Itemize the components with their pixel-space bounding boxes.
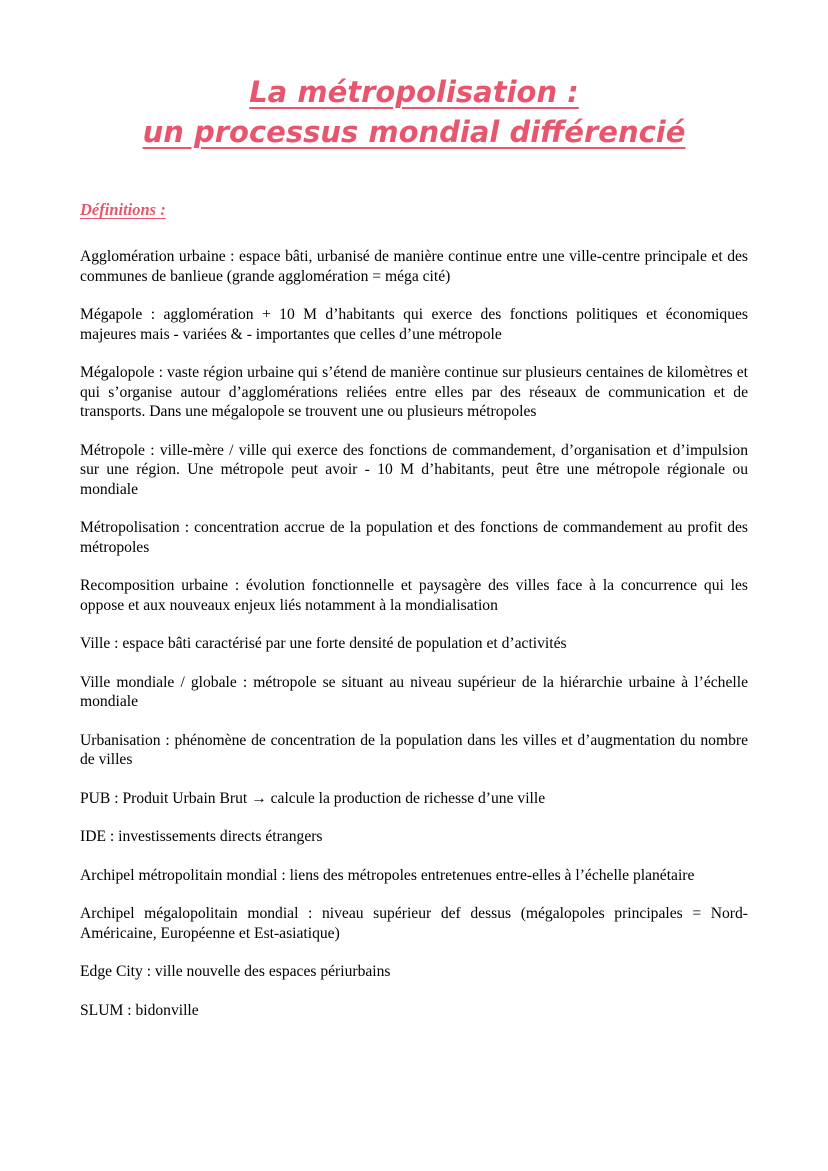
section-heading-definitions: Définitions : [80,200,166,220]
document-title-line1: La métropolisation : [249,75,579,109]
definition-paragraph-pub: PUB : Produit Urbain Brut → calcule la production de richesse d’une ville [80,789,546,807]
definition-paragraph-recomposition-urbaine: Recomposition urbaine : évolution fonctionnelle et paysagère des villes face à la concurrence qui les oppose et aux nouveaux enjeux liés notamment à la mondialisation [80,577,748,614]
definition-paragraph-edge-city: Edge City : ville nouvelle des espaces périurbains [80,963,391,981]
definition-paragraph-metropole: Métropole : ville-mère / ville qui exerce des fonctions de commandement, d’organisation et d’impulsion sur une région. Une métropole peut avoir - 10 M d’habitants, peut être une métropole régionale ou mondiale [80,441,748,498]
definition-paragraph-archipel-metropolitain: Archipel métropolitain mondial : liens des métropoles entretenues entre-elles à l’échelle planétaire [80,866,695,884]
definition-paragraph-urbanisation: Urbanisation : phénomène de concentration de la population dans les villes et d’augmentation du nombre de villes [80,731,748,769]
definition-paragraph-archipel-megalopolitain: Archipel mégalopolitain mondial : niveau supérieur def dessus (mégalopoles principales = Nord-Américaine, Européenne et Est-asiatique) [80,905,748,942]
document-title-line2: un processus mondial différencié [142,115,686,150]
document-title [80,72,748,152]
definition-paragraph-slum: SLUM : bidonville [80,1001,199,1019]
definitions-list [80,247,748,1020]
definition-paragraph-metropolisation: Métropolisation : concentration accrue de la population et des fonctions de commandement au profit des métropoles [80,519,748,556]
definition-paragraph-ville-mondiale: Ville mondiale / globale : métropole se situant au niveau supérieur de la hiérarchie urbaine à l’échelle mondiale [80,673,748,711]
definition-paragraph-ide: IDE : investissements directs étrangers [80,828,323,846]
definition-paragraph-megapole: Mégapole : agglomération + 10 M d’habitants qui exerce des fonctions politiques et économiques majeures mais - variées & - importantes que celles d’une métropole [80,306,748,343]
definition-paragraph-megalopole: Mégalopole : vaste région urbaine qui s’étend de manière continue sur plusieurs centaines de kilomètres et qui s’organise autour d’agglomérations reliées entre elles par des réseaux de communication et de transports. Dans une mégalopole se trouvent une ou plusieurs métropoles [80,364,748,421]
definition-paragraph-ville: Ville : espace bâti caractérisé par une forte densité de population et d’activités [80,635,567,653]
definition-paragraph-agglomeration-urbaine: Agglomération urbaine : espace bâti, urbanisé de manière continue entre une ville-centre principale et des communes de banlieue (grande agglomération = méga cité) [80,248,748,285]
